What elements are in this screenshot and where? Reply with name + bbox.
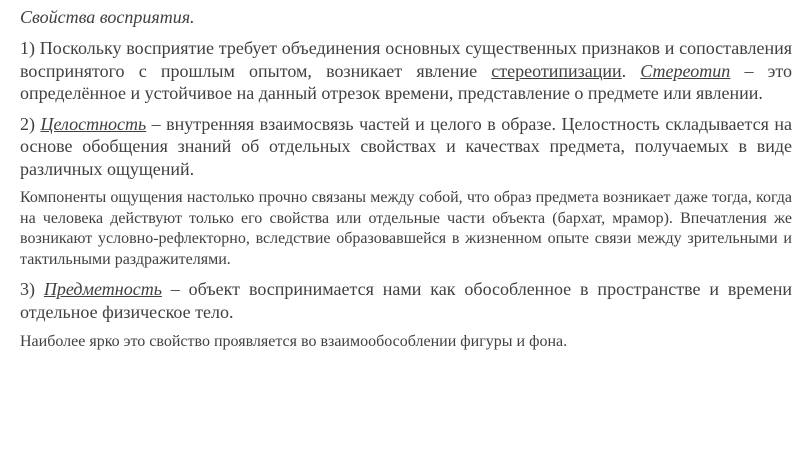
term-objectivity: Предметность — [43, 279, 162, 299]
paragraph-integrity — [20, 113, 792, 181]
term-stereotypization: стереотипизации — [491, 60, 622, 81]
term-integrity: Целостность — [40, 113, 147, 134]
paragraph-objectivity — [20, 278, 792, 323]
slide-heading: Свойства восприятия. — [20, 7, 195, 27]
paragraph-number: 3) — [20, 279, 44, 299]
paragraph-figure-ground: Наиболее ярко это свойство проявляется во взаимообособлении фигуры и фона. — [20, 333, 568, 350]
paragraph-stereotype — [20, 37, 792, 105]
paragraph-text: – это определённое и устойчивое на данный отрезок времени, представление о предмете или явлении. — [20, 60, 792, 103]
paragraph-text: 1) Поскольку восприятие требует объединения основных существенных признаков и сопоставления воспринятого с прошлым опытом, возникает явление — [20, 38, 792, 81]
paragraph-text: – объект воспринимается нами как обособленное в пространстве и времени отдельное физическое тело. — [20, 279, 792, 322]
term-stereotype: Стереотип — [640, 60, 731, 81]
paragraph-sensation-components: Компоненты ощущения настолько прочно связаны между собой, что образ предмета возникает даже тогда, когда на человека действуют только его свойства или отдельные части объекта (бархат, мрамор). Впечатления же возникают условно-рефлекторно, вследствие образовавшейся в жизненном опыте связи между зрительными и тактильными раздражителями. — [20, 189, 792, 268]
slide-content — [20, 6, 792, 360]
paragraph-text: . — [621, 60, 641, 81]
paragraph-text: – внутренняя взаимосвязь частей и целого в образе. Целостность складывается на основе обобщения знаний об отдельных свойствах и качествах предмета, получаемых в виде различных ощущений. — [20, 113, 793, 179]
paragraph-number: 2) — [20, 113, 41, 134]
